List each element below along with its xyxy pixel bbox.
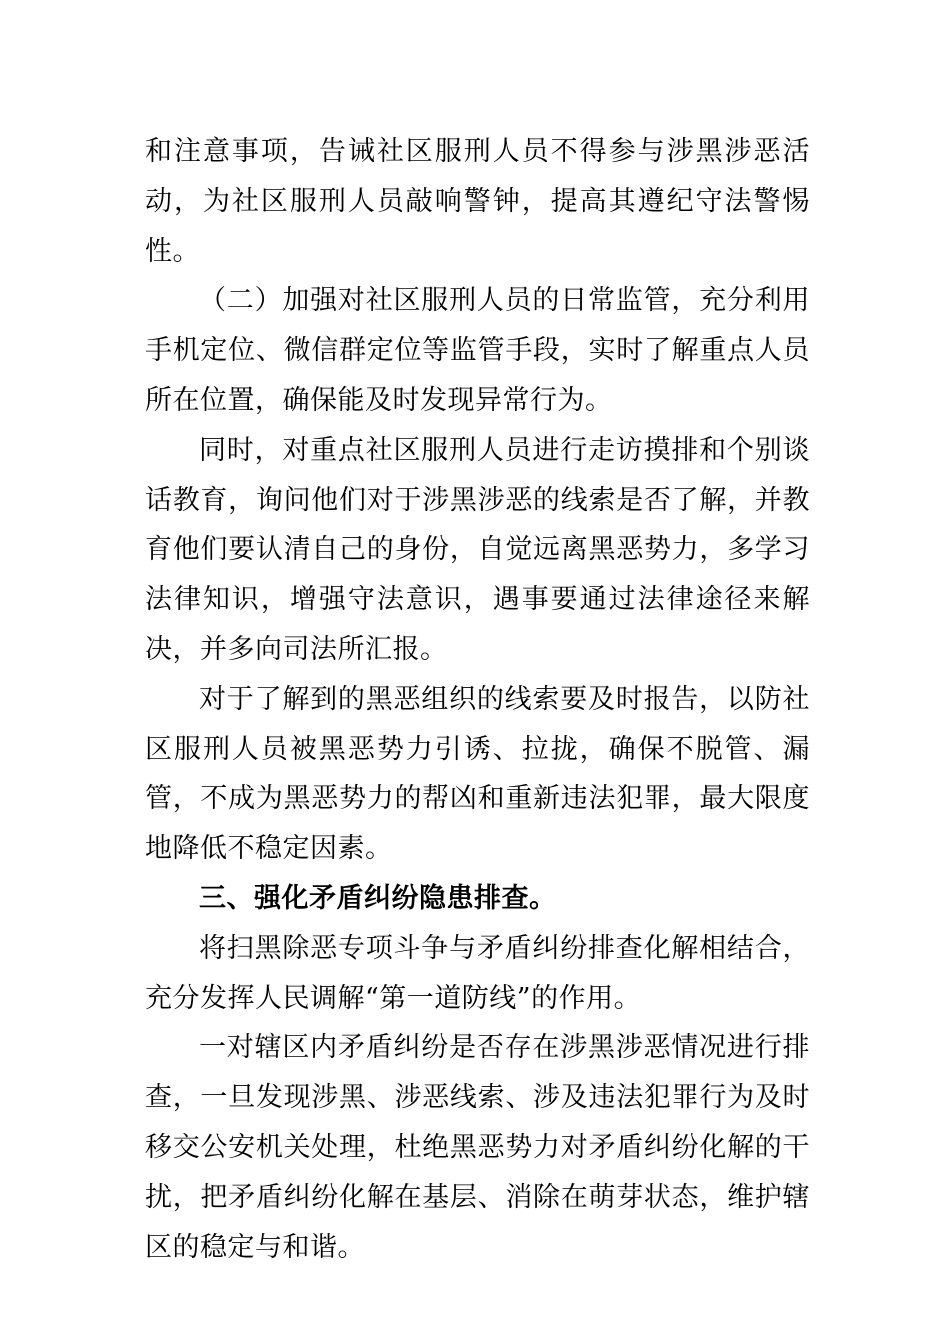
paragraph-5: 将扫黑除恶专项斗争与矛盾纠纷排查化解相结合，充分发挥人民调解“第一道防线”的作用。	[145, 932, 810, 1014]
document-body	[145, 127, 810, 1272]
paragraph-3: 同时，对重点社区服刑人员进行走访摸排和个别谈话教育，询问他们对于涉黑涉恶的线索是否了解，并教育他们要认清自己的身份，自觉远离黑恶势力，多学习法律知识，增强守法意识，遇事要通过法律途径来解决，并多向司法所汇报。	[145, 434, 810, 665]
paragraph-1: 和注意事项，告诫社区服刑人员不得参与涉黑涉恶活动，为社区服刑人员敲响警钟，提高其遵纪守法警惕性。	[145, 136, 810, 267]
paragraph-4: 对于了解到的黑恶组织的线索要及时报告，以防社区服刑人员被黑恶势力引诱、拉拢，确保不脱管、漏管，不成为黑恶势力的帮凶和重新违法犯罪，最大限度地降低不稳定因素。	[145, 683, 810, 865]
section-heading-3: 三、强化矛盾纠纷隐患排查。	[199, 882, 557, 914]
paragraph-6: 一对辖区内矛盾纠纷是否存在涉黑涉恶情况进行排查，一旦发现涉黑、涉恶线索、涉及违法犯罪行为及时移交公安机关处理，杜绝黑恶势力对矛盾纠纷化解的干扰，把矛盾纠纷化解在基层、消除在萌芽状态，维护辖区的稳定与和谐。	[145, 1032, 810, 1263]
paragraph-2: （二）加强对社区服刑人员的日常监管，充分利用手机定位、微信群定位等监管手段，实时了解重点人员所在位置，确保能及时发现异常行为。	[145, 285, 810, 416]
